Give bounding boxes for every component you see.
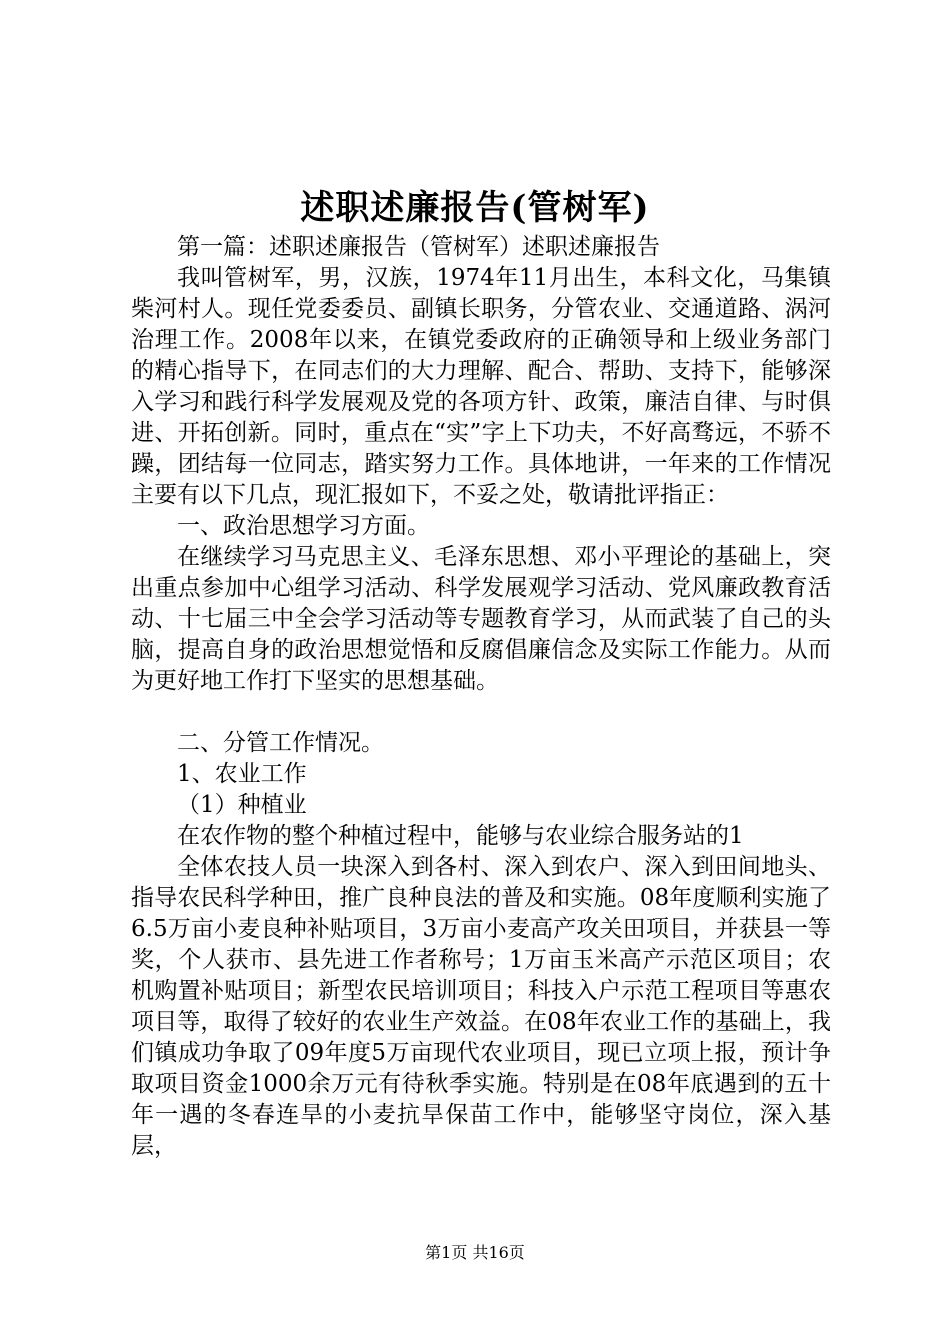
subsection-heading-agriculture: 1、农业工作 <box>177 761 307 787</box>
section-heading-first-article: 第一篇：述职述廉报告（管树军）述职述廉报告 <box>177 234 660 260</box>
paragraph-planting-intro: 在农作物的整个种植过程中，能够与农业综合服务站的1 <box>177 823 744 849</box>
paragraph-self-introduction: 我叫管树军，男，汉族，1974年11月出生，本科文化，马集镇柴河村人。现任党委委员、副镇长职务，分管农业、交通道路、涡河治理工作。2008年以来，在镇党委政府的正确领导和上级业务部门的精心指导下，在同志们的大力理解、配合、帮助、支持下，能够深入学习和践行科学发展观及党的各项方针、政策，廉洁自律、与时俱进、开拓创新。同时，重点在“实”字上下功夫，不好高骛远，不骄不躁，团结每一位同志，踏实努力工作。具体地讲，一年来的工作情况主要有以下几点，现汇报如下，不妥之处，敬请批评指正： <box>131 265 831 508</box>
paragraph-spacer <box>131 697 831 728</box>
section-heading-work-status: 二、分管工作情况。 <box>177 730 384 756</box>
paragraph-political-study: 在继续学习马克思主义、毛泽东思想、邓小平理论的基础上，突出重点参加中心组学习活动、科学发展观学习活动、党风廉政教育活动、十七届三中全会学习活动等专题教育学习，从而武装了自己的头脑，提高自身的政治思想觉悟和反腐倡廉信念及实际工作能力。从而为更好地工作打下坚实的思想基础。 <box>131 544 831 694</box>
document-title: 述职述廉报告(管树军) <box>300 188 650 228</box>
section-heading-political-study: 一、政治思想学习方面。 <box>177 513 430 539</box>
page-footer: 第1页 共16页 <box>425 1243 525 1262</box>
document-body <box>131 232 831 1162</box>
subsection-heading-planting: （1）种植业 <box>177 792 307 818</box>
paragraph-planting-details: 全体农技人员一块深入到各村、深入到农户、深入到田间地头、指导农民科学种田，推广良种良法的普及和实施。08年度顺利实施了6.5万亩小麦良种补贴项目，3万亩小麦高产攻关田项目，并获县一等奖，个人获市、县先进工作者称号；1万亩玉米高产示范区项目；农机购置补贴项目；新型农民培训项目；科技入户示范工程项目等惠农项目等，取得了较好的农业生产效益。在08年农业工作的基础上，我们镇成功争取了09年度5万亩现代农业项目，现已立项上报，预计争取项目资金1000余万元有待秋季实施。特别是在08年底遇到的五十年一遇的冬春连旱的小麦抗旱保苗工作中，能够坚守岗位，深入基层， <box>131 854 831 1159</box>
